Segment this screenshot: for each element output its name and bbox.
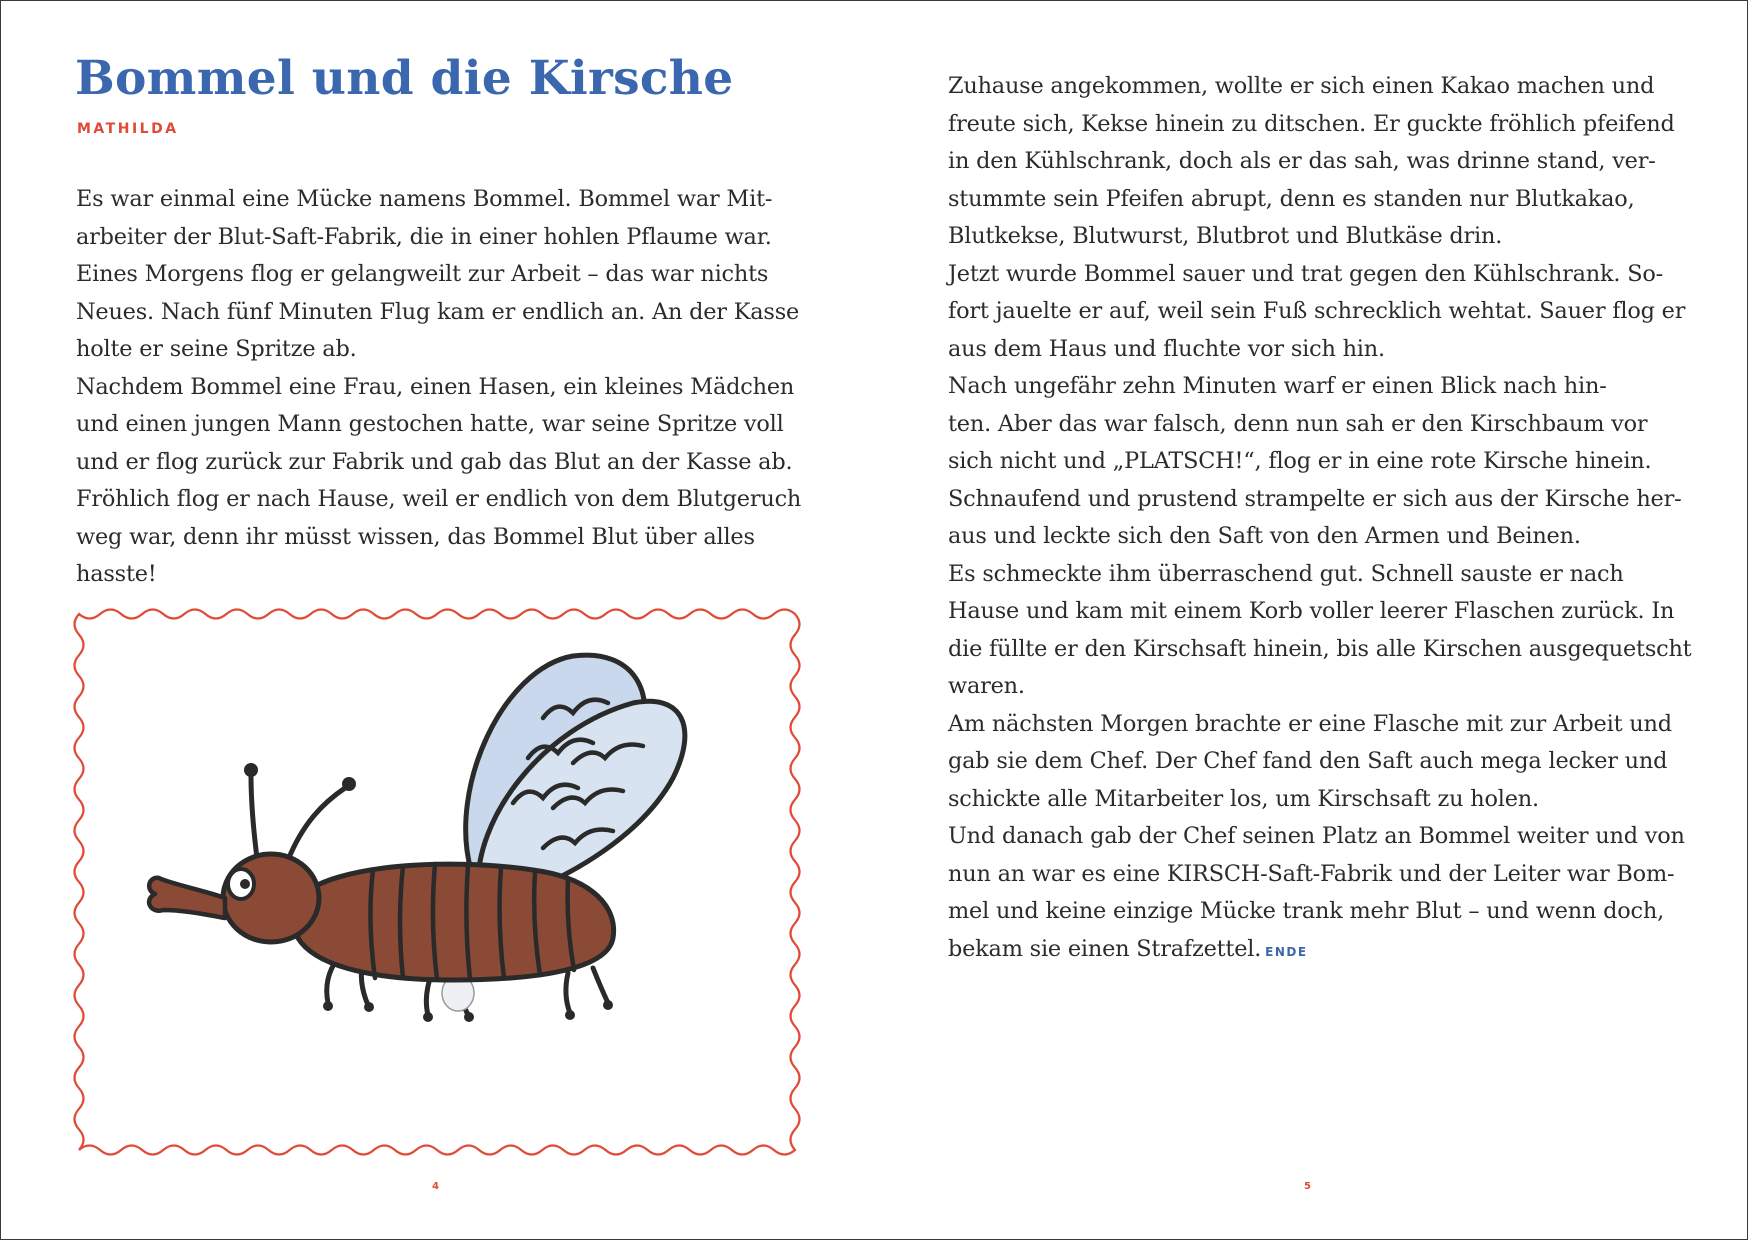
text-line: waren. — [948, 673, 1025, 699]
text-line: Jetzt wurde Bommel sauer und trat gegen den Kühlschrank. So- — [948, 260, 1664, 287]
end-mark: ENDE — [1265, 944, 1308, 959]
page-number: 5 — [1304, 1181, 1311, 1192]
text-line: sich nicht und „PLATSCH!“, flog er in eine rote Kirsche hinein. — [948, 448, 1652, 474]
text-line: hasste! — [76, 561, 157, 587]
text-line: Hause und kam mit einem Korb voller leerer Flaschen zurück. In — [948, 598, 1675, 624]
text-line: Nach ungefähr zehn Minuten warf er einen Blick nach hin- — [948, 373, 1607, 399]
text-line: holte er seine Spritze ab. — [76, 336, 357, 362]
text-line: Es schmeckte ihm überraschend gut. Schnell sauste er nach — [948, 560, 1624, 587]
text-line: Blutkekse, Blutwurst, Blutbrot und Blutkäse drin. — [948, 223, 1503, 249]
text-line: stummte sein Pfeifen abrupt, denn es standen nur Blutkakao, — [948, 185, 1635, 212]
text-line: nun an war es eine KIRSCH-Saft-Fabrik und der Leiter war Bom- — [948, 860, 1675, 887]
mosquito-drawing — [73, 608, 801, 1156]
text-line: Schnaufend und prustend strampelte er sich aus der Kirsche her- — [948, 485, 1682, 512]
text-line: Neues. Nach fünf Minuten Flug kam er endlich an. An der Kasse — [76, 298, 800, 325]
text-line: ten. Aber das war falsch, denn nun sah er den Kirschbaum vor — [948, 410, 1648, 437]
text-line: weg war, denn ihr müsst wissen, das Bommel Blut über alles — [76, 523, 755, 550]
text-line: Zuhause angekommen, wollte er sich einen Kakao machen und — [948, 73, 1655, 99]
text-line: schickte alle Mitarbeiter los, um Kirschsaft zu holen. — [948, 785, 1539, 812]
story-title: Bommel und die Kirsche — [75, 51, 734, 106]
text-line: aus dem Haus und fluchte vor sich hin. — [948, 335, 1385, 362]
text-line: und er flog zurück zur Fabrik und gab das Blut an der Kasse ab. — [76, 448, 793, 475]
text-line: gab sie dem Chef. Der Chef fand den Saft auch mega lecker und — [948, 748, 1668, 774]
illustration-frame — [73, 608, 801, 1156]
text-line: Eines Morgens flog er gelangweilt zur Arbeit – das war nichts — [76, 261, 769, 287]
text-line: freute sich, Kekse hinein zu ditschen. Er guckte fröhlich pfeifend — [948, 110, 1675, 137]
proboscis — [149, 878, 225, 918]
text-line: die füllte er den Kirschsaft hinein, bis alle Kirschen ausgequetscht — [948, 635, 1692, 662]
text-line: in den Kühlschrank, doch als er das sah, was drinne stand, ver- — [948, 148, 1656, 174]
text-line: mel und keine einzige Mücke trank mehr Blut – und wenn doch, — [948, 898, 1665, 924]
page-number: 4 — [432, 1181, 439, 1192]
text-line: Nachdem Bommel eine Frau, einen Hasen, ein kleines Mädchen — [76, 373, 795, 400]
author-name: MATHILDA — [77, 121, 179, 137]
text-line-last — [948, 931, 1678, 972]
text-line: fort jauelte er auf, weil sein Fuß schrecklich wehtat. Sauer flog er — [948, 298, 1686, 324]
text-line: arbeiter der Blut-Saft-Fabrik, die in einer hohlen Pflaume war. — [76, 223, 772, 250]
left-body-text — [76, 181, 802, 594]
text-line: Fröhlich flog er nach Hause, weil er endlich von dem Blutgeruch — [76, 486, 802, 512]
text-line: aus und leckte sich den Saft von den Armen und Beinen. — [948, 523, 1581, 549]
text-line-end: bekam sie einen Strafzettel. — [948, 935, 1262, 962]
text-line: Und danach gab der Chef seinen Platz an Bommel weiter und von — [948, 823, 1685, 849]
left-page — [1, 1, 874, 1239]
text-line: und einen jungen Mann gestochen hatte, war seine Spritze voll — [76, 411, 784, 437]
text-line: Am nächsten Morgen brachte er eine Flasche mit zur Arbeit und — [948, 710, 1672, 737]
text-line: Es war einmal eine Mücke namens Bommel. Bommel war Mit- — [76, 186, 773, 212]
right-body-text — [948, 68, 1692, 971]
right-page — [874, 1, 1747, 1239]
